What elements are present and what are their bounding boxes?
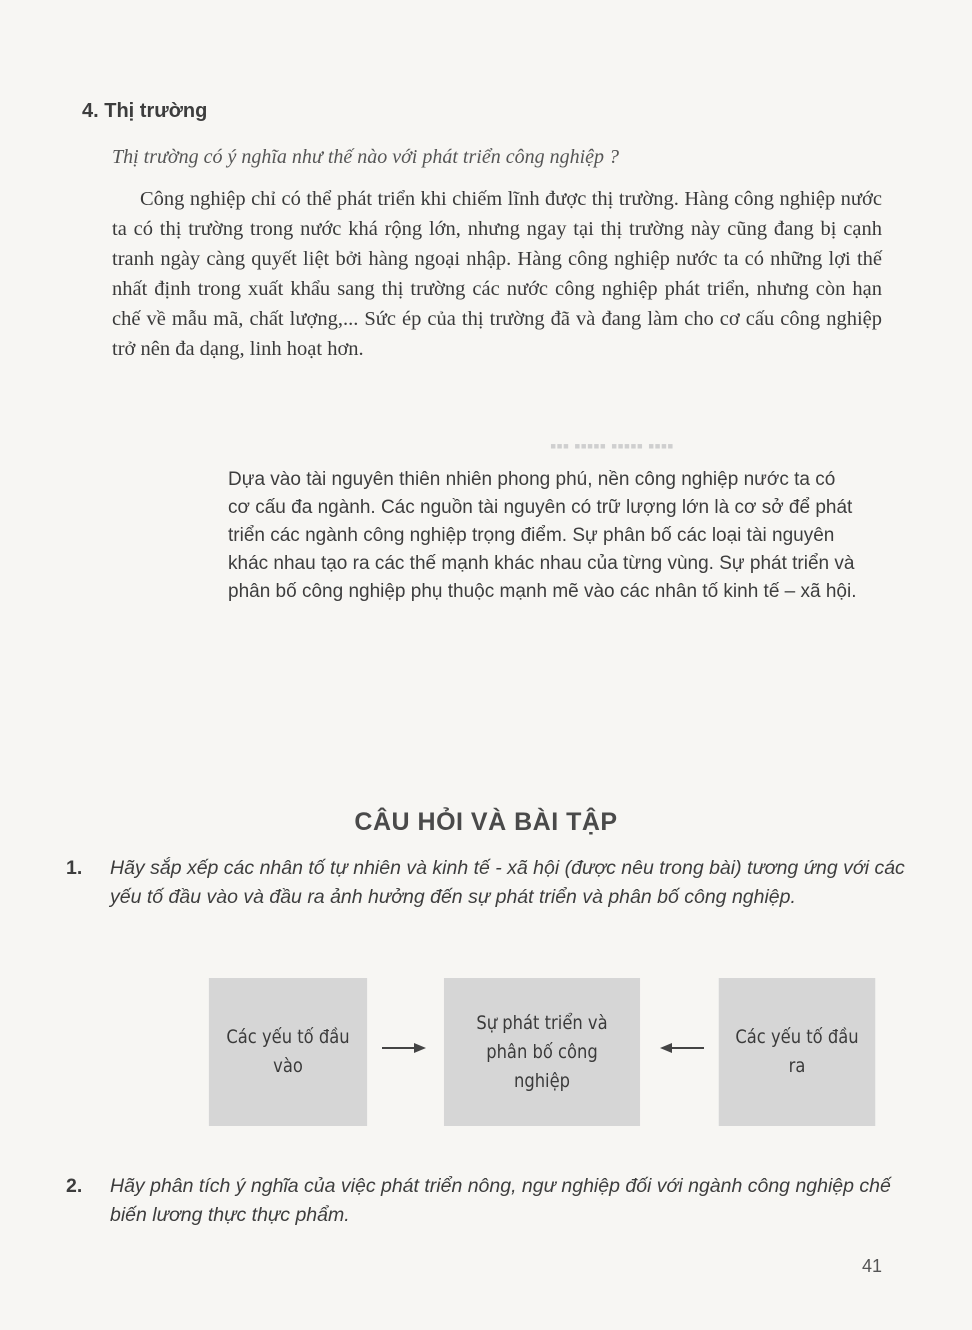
summary-text: Dựa vào tài nguyên thiên nhiên phong phú, nền công nghiệp nước ta có cơ cấu đa ngành. Các nguồn tài nguyên có trữ lượng lớn là cơ sở để phát triển các ngành công nghiệp trọng điểm. Sự phân bố các loại tài nguyên khác nhau tạo ra các thế mạnh khác nhau của từng vùng. Sự phát triển và phân bố công nghiệp phụ thuộc mạnh mẽ vào các nhân tố kinh tế – xã hội. [228, 469, 857, 602]
section-question: Thị trường có ý nghĩa như thế nào với phát triển công nghiệp ? [112, 146, 620, 168]
question-1 [66, 854, 910, 912]
summary-box [210, 436, 870, 662]
industry-development-label: Sự phát triển và phân bố công nghiệp [476, 1011, 608, 1092]
section-heading: 4. Thị trường [82, 100, 208, 122]
question-2 [66, 1172, 910, 1230]
arrow-right-icon [380, 1040, 428, 1056]
question-1-number: 1. [66, 857, 83, 879]
output-factors-box [719, 978, 876, 1126]
summary-fade [210, 638, 870, 662]
question-1-text: Hãy sắp xếp các nhân tố tự nhiên và kinh tế - xã hội (được nêu trong bài) tương ứng với các yếu tố đầu vào và đầu ra ảnh hưởng đến sự phát triển và phân bố công nghiệp. [110, 857, 905, 908]
question-2-text: Hãy phân tích ý nghĩa của việc phát triển nông, ngư nghiệp đối với ngành công nghiệp chế biến lương thực thực phẩm. [110, 1175, 891, 1226]
input-factors-box [209, 978, 367, 1126]
arrow-left-icon [658, 1040, 706, 1056]
input-factors-label: Các yếu tố đầu vào [226, 1026, 350, 1077]
page-number: 41 [862, 1256, 883, 1276]
output-factors-label: Các yếu tố đầu ra [735, 1026, 859, 1077]
section-paragraph: Công nghiệp chỉ có thể phát triển khi chiếm lĩnh được thị trường. Hàng công nghiệp nước ta có thị trường trong nước khá rộng lớn, nhưng ngay tại thị trường này cũng đang bị cạnh tranh ngày càng quyết liệt bởi hàng ngoại nhập. Hàng công nghiệp nước ta có những lợi thế nhất định trong xuất khẩu sang thị trường các nước công nghiệp phát triển, nhưng còn hạn chế về mẫu mã, chất lượng,... Sức ép của thị trường đã và đang làm cho cơ cấu công nghiệp trở nên đa dạng, linh hoạt hơn. [112, 188, 882, 360]
question-2-number: 2. [66, 1175, 83, 1197]
exercises-title: CÂU HỎI VÀ BÀI TẬP [354, 808, 618, 836]
bleed-through-decoration: ▪▪▪ ▪▪▪▪▪ ▪▪▪▪▪ ▪▪▪▪ [550, 436, 674, 456]
industry-development-box [444, 978, 640, 1126]
